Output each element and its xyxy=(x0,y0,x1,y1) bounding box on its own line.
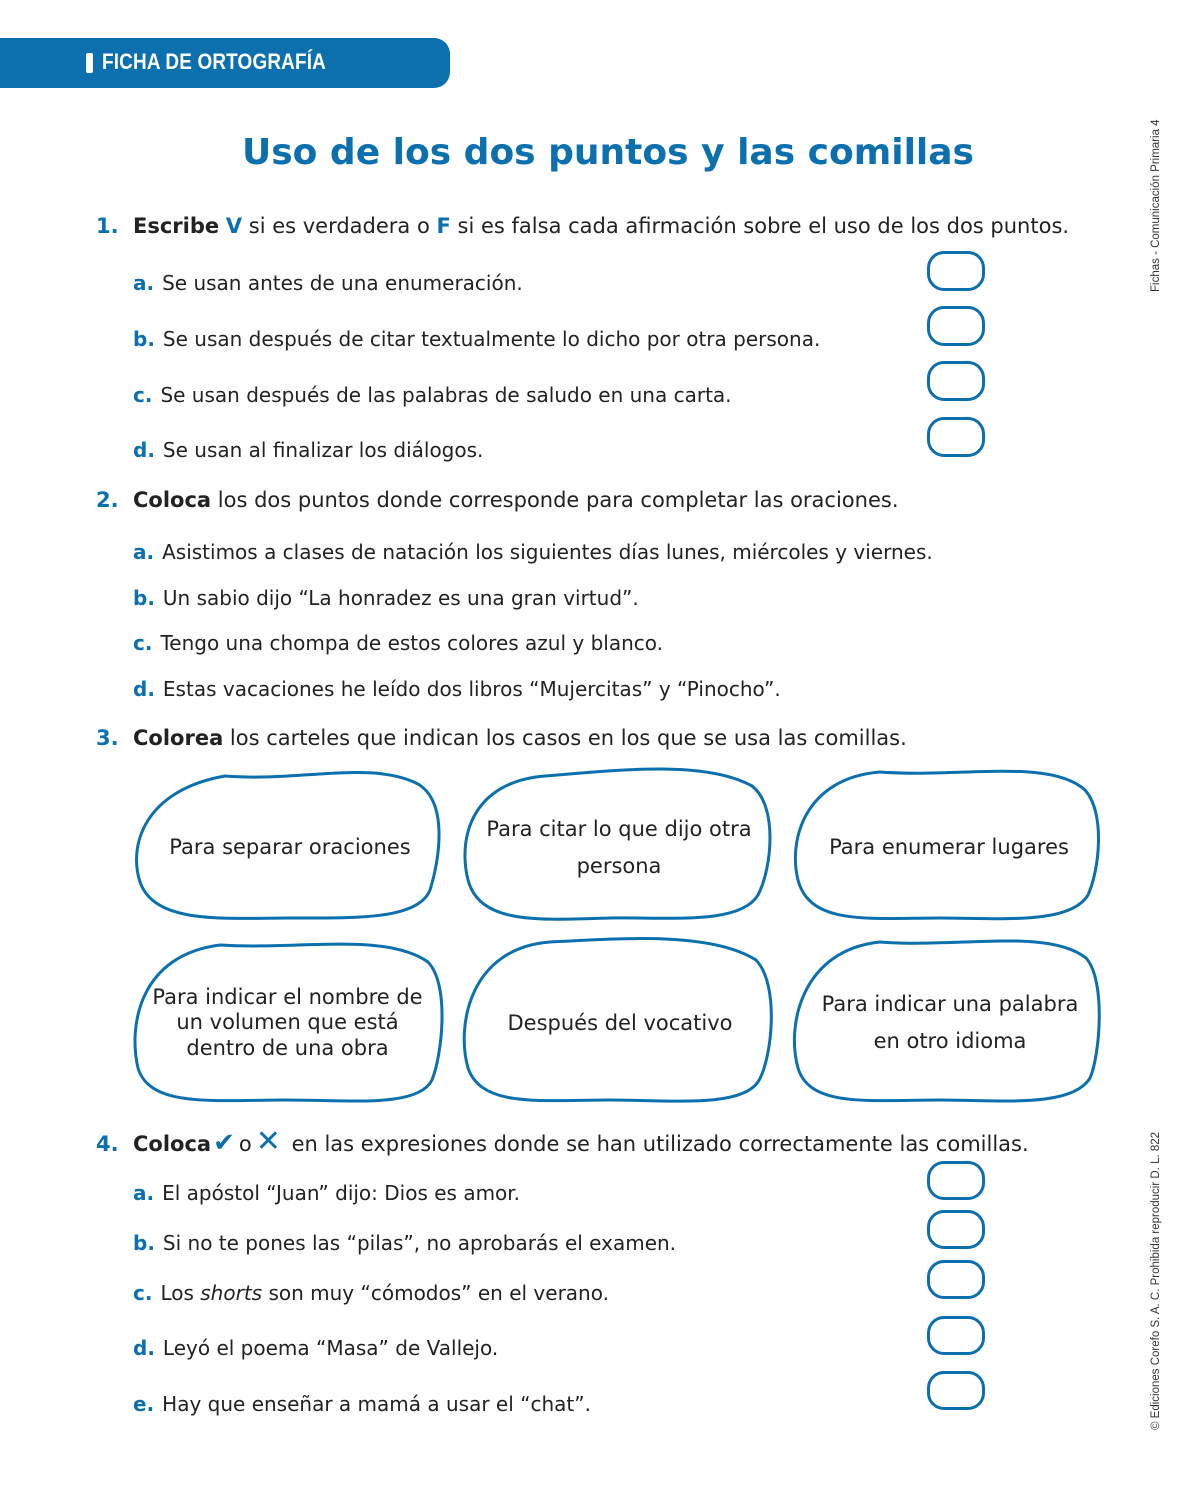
item-letter: a. xyxy=(133,1181,155,1205)
list-item xyxy=(133,1181,520,1205)
card-text-5: Después del vocativo xyxy=(507,1010,733,1035)
item-letter: b. xyxy=(133,1231,155,1255)
item-text: Se usan después de las palabras de saludo en una carta. xyxy=(160,383,732,407)
or-text: o xyxy=(238,1132,252,1156)
item-emphasis: shorts xyxy=(200,1281,263,1305)
question-verb: Coloca xyxy=(133,488,212,512)
item-text: Un sabio dijo “La honradez es una gran virtud”. xyxy=(162,586,639,610)
item-text: Se usan al finalizar los diálogos. xyxy=(162,438,484,462)
answer-box-4c[interactable] xyxy=(927,1260,985,1299)
f-letter: F xyxy=(436,214,451,238)
item-letter: b. xyxy=(133,586,155,610)
card-text-3: Para enumerar lugares xyxy=(829,835,1069,860)
item-letter: b. xyxy=(133,327,155,351)
question-number: 1. xyxy=(96,214,119,238)
item-text: Leyó el poema “Masa” de Vallejo. xyxy=(162,1336,499,1360)
card-text-4: Para indicar el nombre de un volumen que está dentro de una obra xyxy=(152,985,423,1060)
card-text-2: Para citar lo que dijo otra persona xyxy=(486,816,752,878)
question-4 xyxy=(96,1124,1029,1159)
item-letter: c. xyxy=(133,631,153,655)
item-text: Estas vacaciones he leído dos libros “Mujercitas” y “Pinocho”. xyxy=(162,677,781,701)
page-title: Uso de los dos puntos y las comillas xyxy=(242,132,974,173)
question-number: 3. xyxy=(96,726,119,750)
question-verb: Colorea xyxy=(133,726,224,750)
item-text: Los xyxy=(160,1281,201,1305)
item-text: Se usan antes de una enumeración. xyxy=(162,271,523,295)
list-item xyxy=(133,1231,676,1255)
item-text: Si no te pones las “pilas”, no aprobarás el examen. xyxy=(162,1231,677,1255)
question-text: los carteles que indican los casos en los que se usa las comillas. xyxy=(223,726,907,750)
item-text: son muy “cómodos” en el verano. xyxy=(262,1281,609,1305)
item-letter: a. xyxy=(133,271,155,295)
question-text: en las expresiones donde se han utilizado correctamente las comillas. xyxy=(284,1132,1029,1156)
question-number: 2. xyxy=(96,488,119,512)
item-letter: d. xyxy=(133,677,155,701)
sidebar-bottom-text: © Ediciones Corefo S. A. C. Prohibida reproducir D. L. 822 xyxy=(1150,1131,1162,1430)
item-letter: a. xyxy=(133,540,155,564)
item-letter: d. xyxy=(133,1336,155,1360)
check-icon: ✔ xyxy=(213,1128,235,1158)
answer-box-4e[interactable] xyxy=(927,1371,985,1410)
header-label: FICHA DE ORTOGRAFÍA xyxy=(102,49,327,74)
list-item xyxy=(133,1281,609,1305)
item-text: El apóstol “Juan” dijo: Dios es amor. xyxy=(162,1181,521,1205)
item-letter: d. xyxy=(133,438,155,462)
item-text: Tengo una chompa de estos colores azul y blanco. xyxy=(160,631,663,655)
question-verb: Escribe xyxy=(133,214,220,238)
question-verb: Coloca xyxy=(133,1132,212,1156)
item-text: Hay que enseñar a mamá a usar el “chat”. xyxy=(162,1392,591,1416)
card-text-6: Para indicar una palabra en otro idioma xyxy=(821,992,1079,1053)
question-text: los dos puntos donde corresponde para completar las oraciones. xyxy=(211,488,899,512)
item-letter: e. xyxy=(133,1392,155,1416)
card-text-1: Para separar oraciones xyxy=(169,835,411,860)
answer-box-4a[interactable] xyxy=(927,1161,985,1200)
answer-box-4d[interactable] xyxy=(927,1316,985,1355)
question-text: si es verdadera o xyxy=(242,214,437,238)
question-text: si es falsa cada afirmación sobre el uso de los dos puntos. xyxy=(450,214,1070,238)
item-text: Asistimos a clases de natación los siguientes días lunes, miércoles y viernes. xyxy=(162,540,933,564)
question-number: 4. xyxy=(96,1132,119,1156)
sidebar-top-text: Fichas - Comunicación Primaria 4 xyxy=(1150,119,1162,292)
item-letter: c. xyxy=(133,1281,153,1305)
cross-icon: ✕ xyxy=(255,1124,281,1159)
v-letter: V xyxy=(225,214,243,238)
item-text: Se usan después de citar textualmente lo dicho por otra persona. xyxy=(162,327,821,351)
item-letter: c. xyxy=(133,383,153,407)
answer-box-4b[interactable] xyxy=(927,1210,985,1249)
list-item xyxy=(133,1392,591,1416)
list-item xyxy=(133,1336,498,1360)
